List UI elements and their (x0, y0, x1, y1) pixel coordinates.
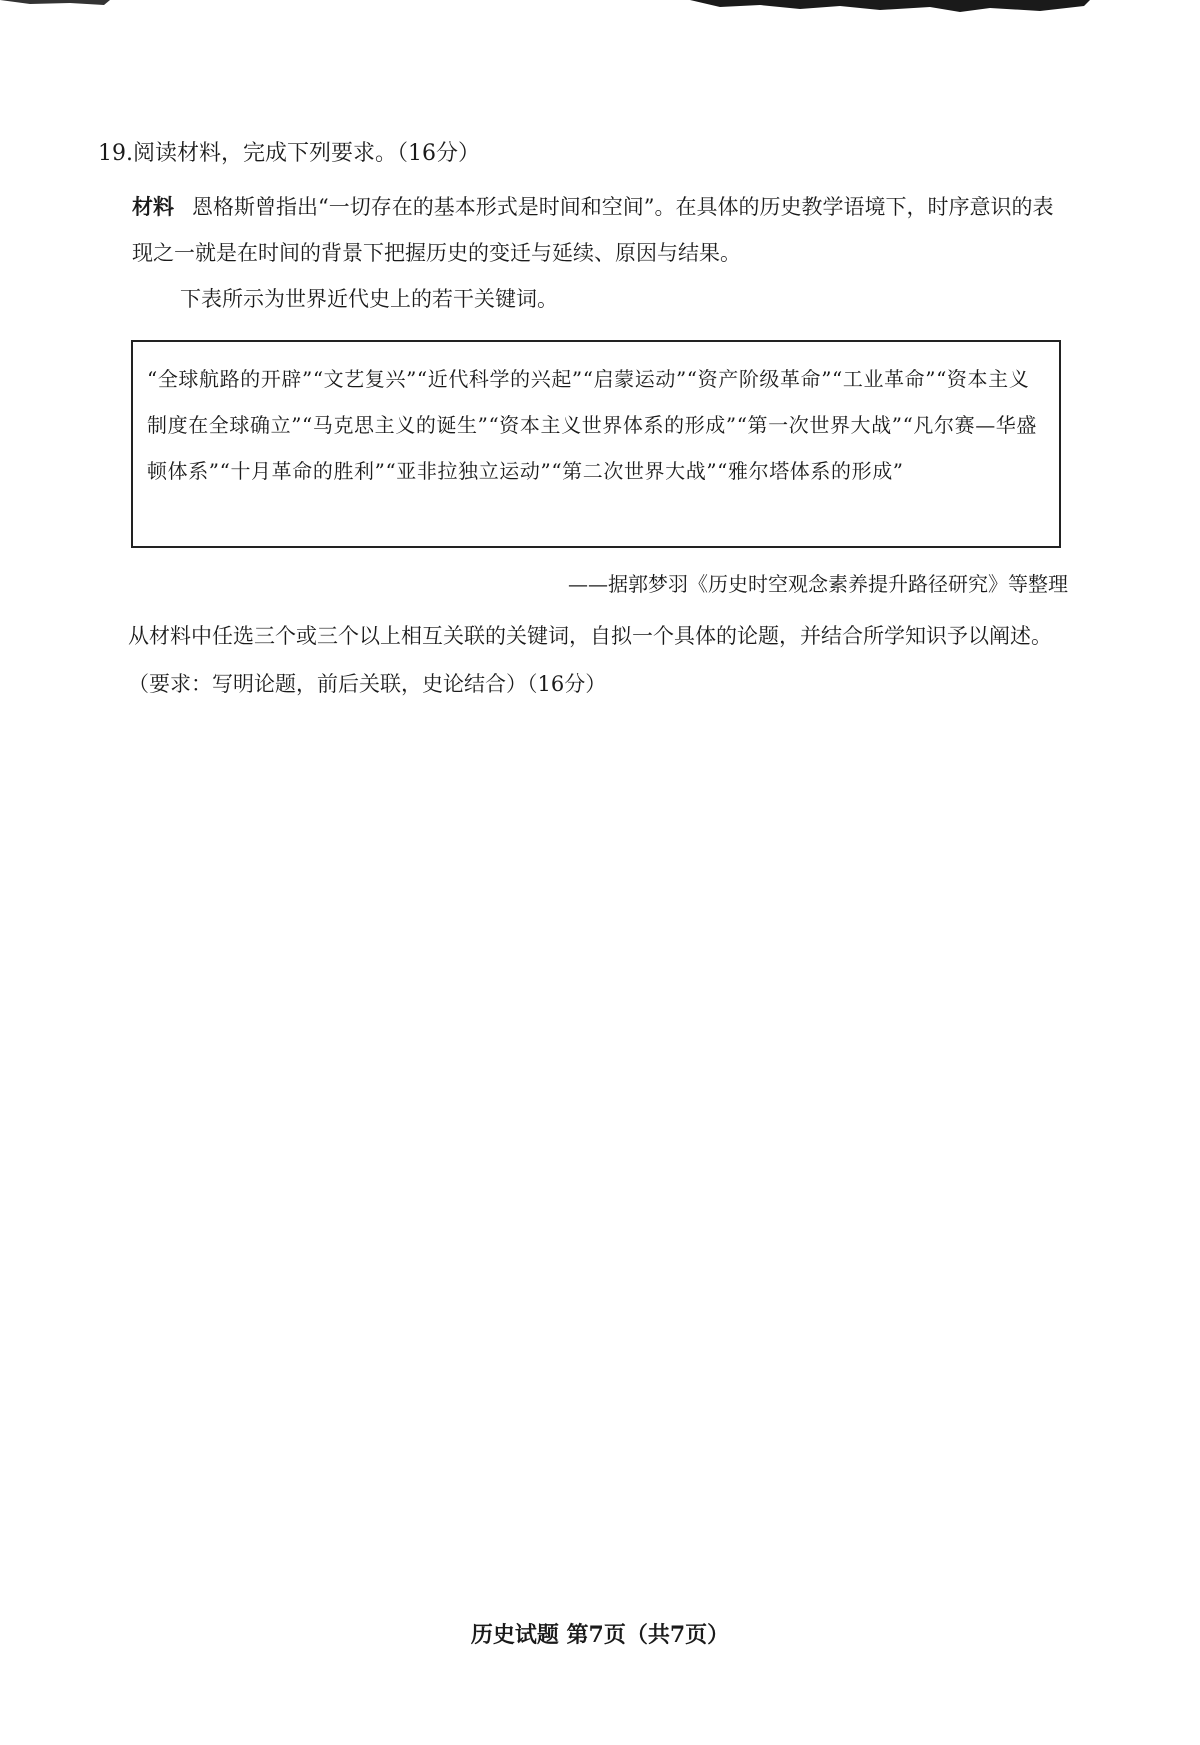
source-citation: ——据郭梦羽《历史时空观念素养提升路径研究》等整理 (568, 572, 1068, 596)
keyword-box (131, 340, 1061, 548)
keyword-list: “全球航路的开辟”“文艺复兴”“近代科学的兴起”“启蒙运动”“资产阶级革命”“工业革命”“资本主义制度在全球确立”“马克思主义的诞生”“资本主义世界体系的形成”“第一次世界大战”“凡尔赛—华盛顿体系”“十月革命的胜利”“亚非拉独立运动”“第二次世界大战”“雅尔塔体系的形成” (147, 367, 1037, 483)
scan-top-edge (0, 0, 1200, 16)
material-text: 恩格斯曾指出“一切存在的基本形式是时间和空间”。在具体的历史教学语境下，时序意识的表现之一就是在时间的背景下把握历史的变迁与延续、原因与结果。 (132, 195, 1054, 265)
task-instruction: 从材料中任选三个或三个以上相互关联的关键词，自拟一个具体的论题，并结合所学知识予以阐述。（要求：写明论题，前后关联，史论结合）（16分） (128, 624, 1052, 696)
question-19 (98, 138, 1078, 322)
material-paragraph (132, 184, 1072, 276)
page-footer: 历史试题 第7页（共7页） (470, 1622, 730, 1648)
material-label: 材料 (132, 194, 174, 219)
table-intro: 下表所示为世界近代史上的若干关键词。 (180, 287, 558, 311)
question-heading: 19.阅读材料，完成下列要求。（16分） (98, 141, 480, 166)
